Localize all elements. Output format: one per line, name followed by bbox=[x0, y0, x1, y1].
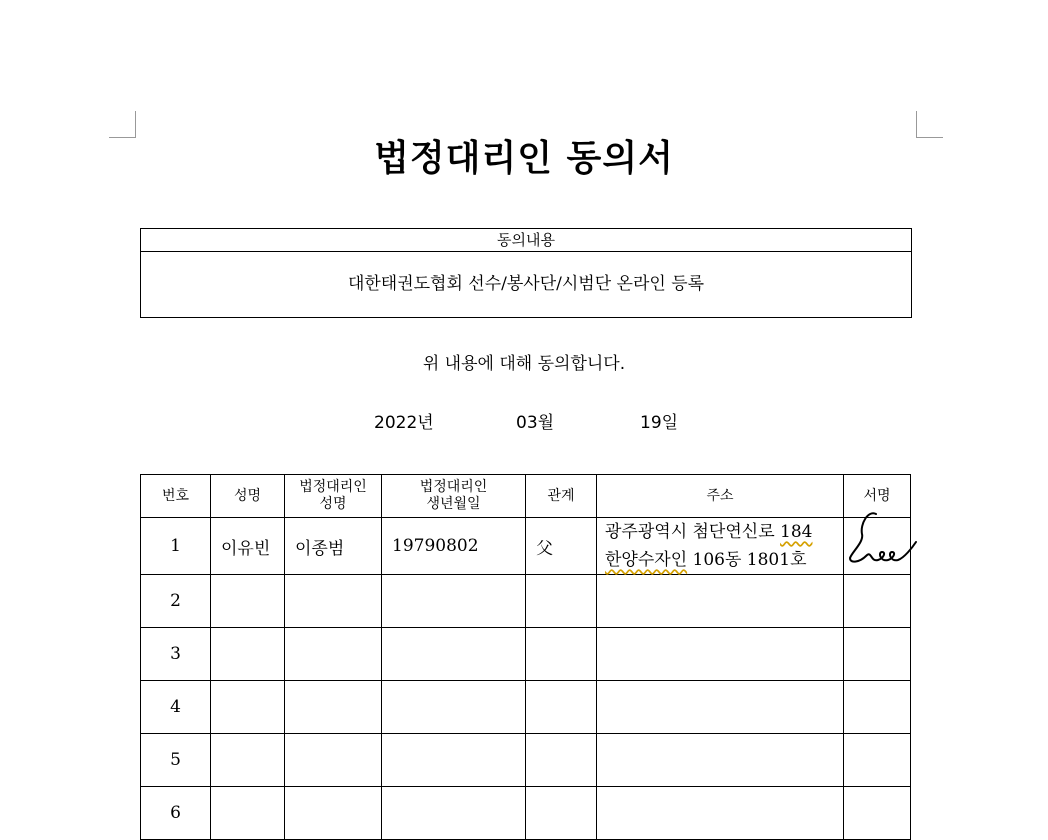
cell-no: 1 bbox=[141, 518, 211, 575]
cell-signature bbox=[844, 734, 911, 787]
cell-guardian-name bbox=[285, 681, 382, 734]
cell-address bbox=[597, 518, 844, 575]
consent-header: 동의내용 bbox=[141, 229, 911, 252]
cell-name bbox=[211, 628, 285, 681]
cell-guardian-birth: 19790802 bbox=[382, 518, 526, 575]
date-month: 03월 bbox=[516, 413, 555, 433]
header-no: 번호 bbox=[141, 475, 211, 518]
address-line-1 bbox=[605, 518, 843, 546]
cell-no: 3 bbox=[141, 628, 211, 681]
header-guardian-name-line2: 성명 bbox=[319, 496, 347, 512]
cell-guardian-name bbox=[285, 787, 382, 840]
cell-no: 2 bbox=[141, 575, 211, 628]
cell-relation: 父 bbox=[526, 518, 597, 575]
table-row bbox=[141, 518, 911, 575]
cell-signature bbox=[844, 628, 911, 681]
cell-guardian-name bbox=[285, 628, 382, 681]
cell-signature bbox=[844, 787, 911, 840]
cell-relation bbox=[526, 787, 597, 840]
cell-guardian-birth bbox=[382, 681, 526, 734]
cell-no: 6 bbox=[141, 787, 211, 840]
cell-relation bbox=[526, 628, 597, 681]
table-row bbox=[141, 787, 911, 840]
header-guardian-name bbox=[285, 475, 382, 518]
guardian-table bbox=[140, 474, 911, 840]
cell-guardian-birth bbox=[382, 734, 526, 787]
cell-relation bbox=[526, 681, 597, 734]
table-row bbox=[141, 628, 911, 681]
header-signature: 서명 bbox=[844, 475, 911, 518]
cell-address bbox=[597, 681, 844, 734]
cell-name: 이유빈 bbox=[211, 518, 285, 575]
table-row bbox=[141, 734, 911, 787]
cell-name bbox=[211, 787, 285, 840]
table-row bbox=[141, 681, 911, 734]
address-line-2-building: 한양수자인 bbox=[605, 550, 688, 570]
address-line-2 bbox=[605, 546, 843, 574]
agree-statement: 위 내용에 대해 동의합니다. bbox=[422, 354, 626, 374]
date-day: 19일 bbox=[640, 413, 679, 433]
cell-no: 4 bbox=[141, 681, 211, 734]
cell-address bbox=[597, 787, 844, 840]
cell-name bbox=[211, 575, 285, 628]
cell-relation bbox=[526, 734, 597, 787]
cell-guardian-name bbox=[285, 575, 382, 628]
consent-box bbox=[140, 228, 912, 318]
table-row bbox=[141, 575, 911, 628]
address-line-2-unit: 106동 1801호 bbox=[687, 550, 807, 570]
header-guardian-birth bbox=[382, 475, 526, 518]
address-line-1-number: 184 bbox=[780, 522, 813, 542]
date-year: 2022년 bbox=[374, 413, 434, 433]
header-relation: 관계 bbox=[526, 475, 597, 518]
cell-relation bbox=[526, 575, 597, 628]
cell-address bbox=[597, 734, 844, 787]
cell-address bbox=[597, 628, 844, 681]
address-line-1-text: 광주광역시 첨단연신로 bbox=[605, 522, 781, 542]
cell-name bbox=[211, 734, 285, 787]
cell-guardian-name: 이종범 bbox=[285, 518, 382, 575]
cell-signature bbox=[844, 681, 911, 734]
document-title: 법정대리인 동의서 bbox=[374, 137, 674, 179]
table-header-row bbox=[141, 475, 911, 518]
cell-signature bbox=[844, 575, 911, 628]
cell-guardian-birth bbox=[382, 575, 526, 628]
cell-guardian-name bbox=[285, 734, 382, 787]
header-address: 주소 bbox=[597, 475, 844, 518]
handwritten-signature bbox=[846, 508, 918, 570]
cell-name bbox=[211, 681, 285, 734]
header-guardian-name-line1: 법정대리인 bbox=[299, 479, 367, 495]
cell-guardian-birth bbox=[382, 628, 526, 681]
cell-no: 5 bbox=[141, 734, 211, 787]
cell-guardian-birth bbox=[382, 787, 526, 840]
header-guardian-birth-line1: 법정대리인 bbox=[419, 479, 488, 495]
header-name: 성명 bbox=[211, 475, 285, 518]
cell-signature bbox=[844, 518, 911, 575]
header-guardian-birth-line2: 생년월일 bbox=[426, 496, 481, 512]
consent-text: 대한태권도협회 선수/봉사단/시범단 온라인 등록 bbox=[347, 274, 705, 294]
cell-address bbox=[597, 575, 844, 628]
